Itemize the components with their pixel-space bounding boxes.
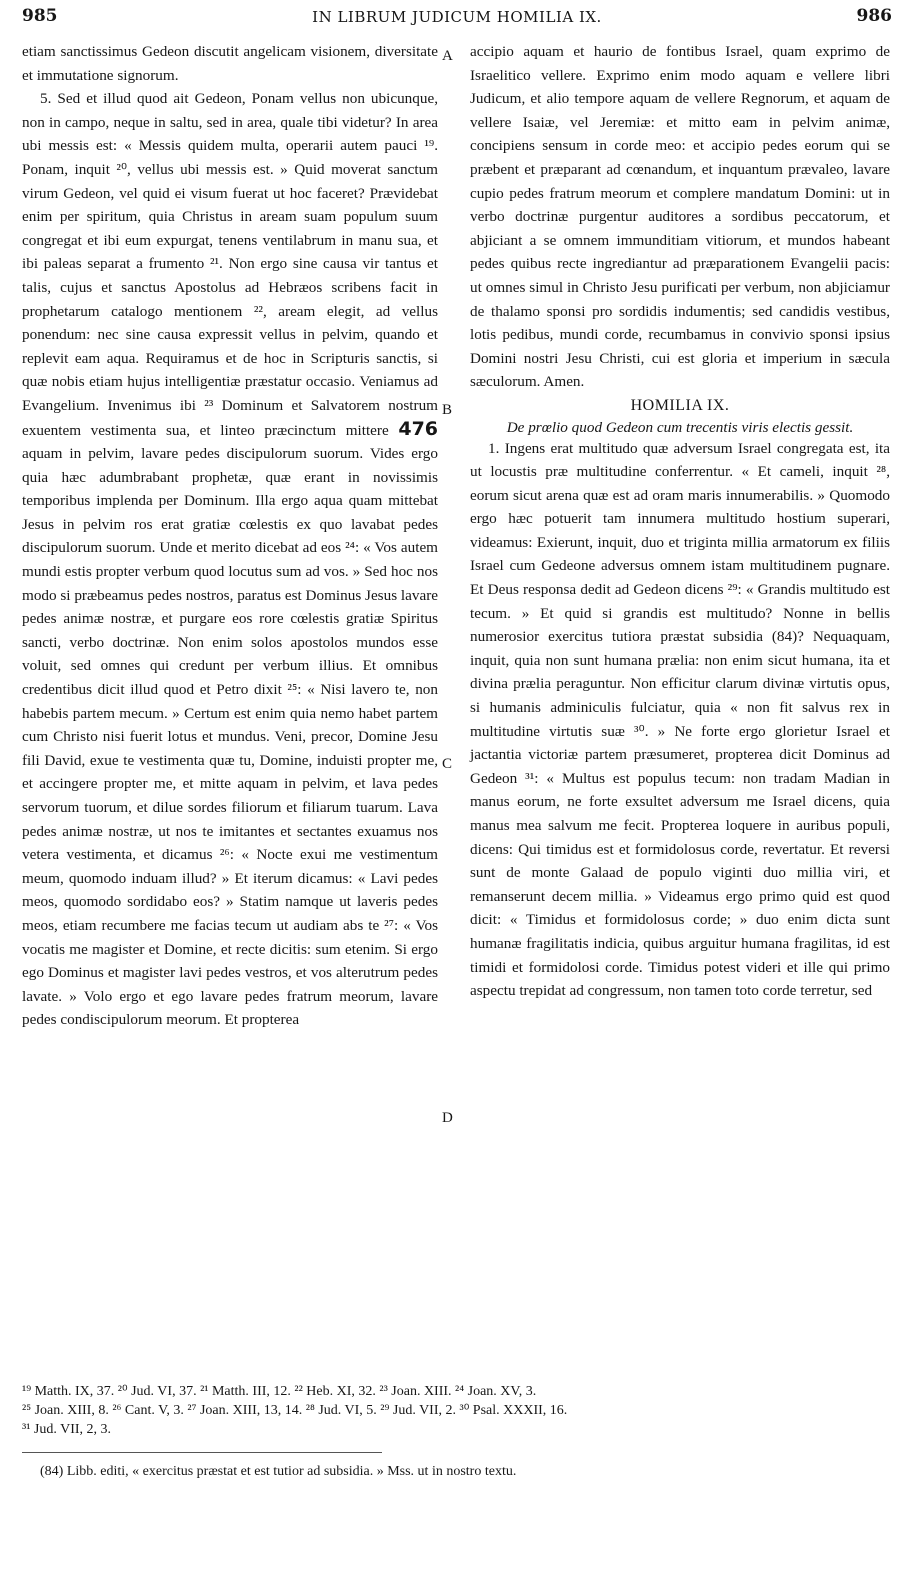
left-paragraph-5 [22,87,438,1032]
right-page-number: 986 [856,6,892,26]
footnotes [22,1382,892,1439]
margin-mark-d: D [442,1110,453,1126]
running-title: IN LIBRUM JUDICUM HOMILIA IX. [312,8,602,26]
section-title: HOMILIA IX. [630,396,730,414]
margin-mark-b: B [442,402,453,418]
left-paragraph-5-text: 5. Sed et illud quod ait Gedeon, Ponam vellus non ubicunque, non in campo, neque in saltu, sed in area, quale tibi videtur? In area ubi messis est: « Messis quidem multa, operarii autem pauci ¹⁹. Ponam, inquit ²⁰, vellus ubi messis est. » Quid moverat sanctum virum Gedeon, vel quid ei visum fuerat ut hoc faceret? Prævidebat enim per spiritum, quia Christus in aream suam populum suum congregat et ibi eum expurgat, tenens ventilabrum in manu sua, et ibi paleas separat a frumento ²¹. Non ergo sine causa vir tantus et talis, cujus et sanctus Apostolus ad Hebræos scribens facit in prophetarum catalogo mentionem ²², aream elegit, ad vellus ponendum: nec sine causa expressit vellus in pelvim, quando et replevit eam aqua. Requiramus et de hoc in Scripturis sanctis, si quæ nobis etiam hujus intelligentiæ præstatur occasio. Veniamus ad Evangelium. Invenimus ibi ²³ Dominum et Salvatorem nostrum exuentem vestimenta sua, et linteo præcinctum mittere [22,90,438,439]
footnote-line: ¹⁹ Matth. IX, 37. ²⁰ Jud. VI, 37. ²¹ Matth. III, 12. ²² Heb. XI, 32. ²³ Joan. XIII. ²⁴ Joan. XV, 3. [22,1384,537,1399]
left-paragraph-continuation: etiam sanctissimus Gedeon discutit angelicam visionem, diversitate et immutatione signorum. [22,43,438,84]
right-paragraph-1: 1. Ingens erat multitudo quæ adversum Israel congregata est, ita ut locustis præ multitudine conferrentur. « Et cameli, inquit ²⁸, eorum sicut arena quæ est ad oram maris innumerabilis. » Quomodo ergo hæc potuerit tam innumera multitudo hostium superari, videamus: Exierunt, inquit, duo et triginta millia armatorum ex filiis Israel cum Gedeone adversus omnem istam multitudinem pugnare. Et Deus responsa dedit ad Gedeon dicens ²⁹: « Grandis multitudo est tecum. » Et quid si grandis est multitudo? Nonne in bellis numerosior exercitus tutiora præstat subsidia (84)? Nequaquam, inquit, quia non sunt humana prælia: non enim sicut humana, ita et divina prælia peraguntur. Non efficitur clarum divinæ virtutis opus, si humanis adminiculis fulciatur, quia « non fit salvus rex in multitudine virtutis suæ ³⁰. » Ne forte ergo glorietur Israel et jactantia victoriæ partem præsumeret, propterea dicit Dominus ad Gedeon ³¹: « Multus est populus tecum: non tradam Madian in manus eorum, ne forte exsultet adversum me Israel dicens, quia manus mea salvum me fecit. Propterea loquere in auribus populi, dicens: Qui timidus est et formidolosus corde, revertatur. Et reversi sunt de monte Galaad de populo viginti duo millia viri, et remanserunt decem millia. » Videamus ergo primo quid est quod dicit: « Timidus et formidolosus corde; » duo enim dicta sunt humanæ fragilitatis indicia, quibus arguitur humana fragilitas, id est timidi et formidolosi corde. Timidus potest videri et ille qui primo aspectu trepidat ad congressum, non tamen toto corde terretur, sed [470,439,890,1000]
right-column [470,40,890,1003]
variant-note: (84) Libb. editi, « exercitus præstat et est tutior ad subsidia. » Mss. ut in nostro textu. [40,1464,517,1479]
left-page-number: 985 [22,6,58,26]
margin-mark-a: A [442,48,453,64]
section-subtitle: De prœlio quod Gedeon cum trecentis viris electis gessit. [506,418,854,436]
left-paragraph-5-text-cont: aquam in pelvim, lavare pedes discipulorum suorum. Vides ergo quia hæc adumbrabant prophetæ, quæ erant in novissimis temporibus implenda per Dominum. Illa ergo aqua quam mittebat Jesus in pelvim ros erat gratiæ cœlestis ex quo lavabat pedes discipulorum suorum. Unde et merito dicebat ad eos ²⁴: « Vos autem mundi estis propter verbum quod locutus sum ad vos. » Sed hoc nos modo si præbeamus pedes nostros, paratus est Dominus Jesus lavare pedes animæ nostræ, et purgare eos rore cœlestis gratiæ Spiritus sancti, verbo doctrinæ. Non enim solos apostolos mundos esse voluit, sed omnes qui credunt per verbum illius. Et omnibus credentibus dicit illud quod et Petro dixit ²⁵: « Nisi lavero te, non habebis partem mecum. » Certum est enim quia nemo habet partem cum Christo nisi fuerit lotus et mundus. Veni, precor, Domine Jesu fili David, exue te vestimenta quæ tu, Domine, induisti propter me, et accingere propter me, et mitte aquam in pelvim, et lava pedes servorum tuorum, et dilue sordes filiorum et filiarum tuarum. Lava pedes animæ nostræ, ut nos te imitantes et sectantes exuamus nos vetera vestimenta, et dicamus ²⁶: « Nocte exui me vestimentum meum, quomodo induam illud? » Et iterum dicamus: « Lavi pedes meos, quomodo sordidabo eos? » Statim namque ut laveris pedes meos, etiam recumbere me facias tecum ut audiam abs te ²⁷: « Vos vocatis me magister et Domine, et recte dicitis: sum etenim. Si ergo ego Dominus et magister lavi pedes vestros, et vos alterutrum pedes lavate. » Volo ergo et ego lavare pedes fratrum meorum, lavare pedes condiscipulorum meorum. Et propterea [22,445,438,1029]
footnote-line: ²⁵ Joan. XIII, 8. ²⁶ Cant. V, 3. ²⁷ Joan. XIII, 13, 14. ²⁸ Jud. VI, 5. ²⁹ Jud. VII, 2. ³⁰ Psal. XXXII, 16. [22,1403,568,1418]
footnote-divider [22,1452,382,1453]
footnote-line: ³¹ Jud. VII, 2, 3. [22,1422,112,1437]
left-column [22,40,438,1032]
page-header [22,6,892,36]
right-paragraph-continuation: accipio aquam et haurio de fontibus Israel, quam exprimo de Israelitico vellere. Exprimo enim modo aquam e vellere libri Judicum, et alio tempore aquam de vellere Regnorum, et aquam de vellere Isaiæ, vel Jeremiæ: et mitto eam in pelvim animæ, concipiens sensum in corde meo: et accipio pedes eorum qui se præbent et præparant ad cœnandum, et inquantum prævaleo, lavare cupio pedes fratrum meorum et complere mandatum Domini: ut in verbo doctrinæ purgentur auditores a sordibus peccatorum, et abjiciant a se omnem immunditiam vitiorum, et mundos habeant pedes quibus recte ingrediantur ad præparationem Evangelii pacis: ut omnes simul in Christo Jesu purificati per verbum, non abjiciamur de thalamo sponsi pro sordidis indumentis; sed candidis vestibus, lotis pedibus, mundi corde, recumbamus in convivio sponsi ipsius Domini nostri Jesu Christi, cui est gloria et imperium in sæcula sæculorum. Amen. [470,43,890,391]
margin-mark-c: C [442,756,453,772]
inline-page-number: 476 [398,417,439,440]
